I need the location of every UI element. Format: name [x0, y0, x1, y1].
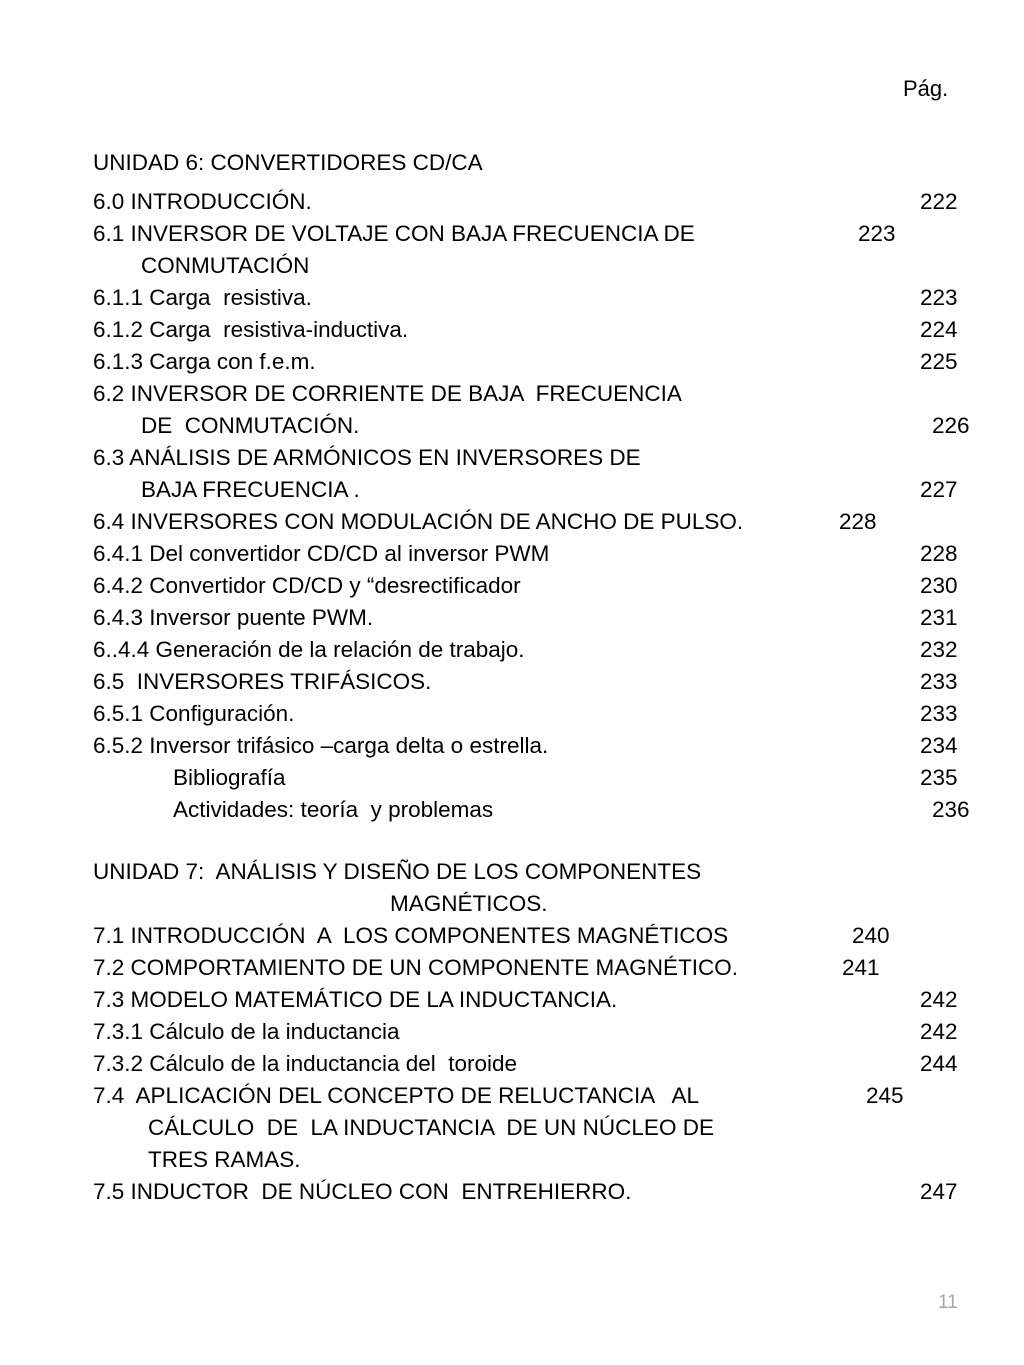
toc-entry-page: 223	[920, 285, 958, 310]
toc-entry-title: Actividades: teoría y problemas	[173, 797, 494, 822]
toc-entry-continuation: DE CONMUTACIÓN.	[141, 413, 360, 438]
toc-entry-title: 6.4.1 Del convertidor CD/CD al inversor PWM	[93, 541, 550, 566]
toc-entry-title: Bibliografía	[173, 765, 286, 790]
toc-entry-title: 7.3 MODELO MATEMÁTICO DE LA INDUCTANCIA.	[93, 987, 618, 1012]
toc-entry-continuation: CÁLCULO DE LA INDUCTANCIA DE UN NÚCLEO DE	[148, 1115, 714, 1140]
toc-entry-title: 6.1 INVERSOR DE VOLTAJE CON BAJA FRECUENCIA DE	[93, 221, 695, 246]
page-column-header: Pág.	[903, 76, 949, 101]
unit-heading: UNIDAD 6: CONVERTIDORES CD/CA	[93, 150, 483, 175]
toc-entry-page: 245	[866, 1083, 904, 1108]
toc-entry-title: 6.1.1 Carga resistiva.	[93, 285, 312, 310]
toc-entry-title: 7.1 INTRODUCCIÓN A LOS COMPONENTES MAGNÉTICOS	[93, 923, 729, 948]
toc-entry-page: 230	[920, 573, 958, 598]
toc-entry-page: 225	[920, 349, 958, 374]
toc-entry-title: 7.5 INDUCTOR DE NÚCLEO CON ENTREHIERRO.	[93, 1179, 632, 1204]
toc-entry-page: 233	[920, 669, 958, 694]
toc-entry-title: 6..4.4 Generación de la relación de trabajo.	[93, 637, 525, 662]
toc-entry-page: 226	[932, 413, 970, 438]
toc-entry-continuation: CONMUTACIÓN	[141, 253, 310, 278]
toc-entry-page: 222	[920, 189, 958, 214]
toc-entry-page: 227	[920, 477, 958, 502]
toc-entry-title: 7.4 APLICACIÓN DEL CONCEPTO DE RELUCTANCIA AL	[93, 1083, 700, 1108]
toc-entry-page: 241	[842, 955, 880, 980]
toc-entry-page: 242	[920, 1019, 958, 1044]
toc-entry-page: 224	[920, 317, 958, 342]
toc-entry-title: 6.5.1 Configuración.	[93, 701, 295, 726]
toc-entry-continuation: TRES RAMAS.	[148, 1147, 301, 1172]
toc-entry-page: 235	[920, 765, 958, 790]
toc-entry-title: 6.1.2 Carga resistiva-inductiva.	[93, 317, 409, 342]
toc-entry-page: 236	[932, 797, 970, 822]
toc-entry-title: 6.4.2 Convertidor CD/CD y “desrectificador	[93, 573, 521, 598]
toc-entry-page: 244	[920, 1051, 958, 1076]
toc-entry-title: 7.3.2 Cálculo de la inductancia del toroide	[93, 1051, 518, 1076]
unit-heading: UNIDAD 7: ANÁLISIS Y DISEÑO DE LOS COMPONENTES	[93, 859, 702, 884]
toc-entry-page: 242	[920, 987, 958, 1012]
toc-entry-page: 228	[920, 541, 958, 566]
toc-entry-page: 240	[852, 923, 890, 948]
unit-heading-continuation: MAGNÉTICOS.	[390, 891, 548, 916]
toc-entry-title: 7.2 COMPORTAMIENTO DE UN COMPONENTE MAGNÉTICO.	[93, 955, 739, 980]
toc-entry-title: 6.2 INVERSOR DE CORRIENTE DE BAJA FRECUENCIA	[93, 381, 682, 406]
toc-entry-page: 234	[920, 733, 958, 758]
toc-entry-page: 223	[858, 221, 896, 246]
toc-entry-page: 247	[920, 1179, 958, 1204]
toc-entry-page: 233	[920, 701, 958, 726]
toc-entry-title: 6.1.3 Carga con f.e.m.	[93, 349, 316, 374]
toc-entry-title: 6.0 INTRODUCCIÓN.	[93, 189, 312, 214]
toc-entry-page: 232	[920, 637, 958, 662]
toc-entry-title: 6.3 ANÁLISIS DE ARMÓNICOS EN INVERSORES DE	[93, 445, 641, 470]
toc-entry-title: 7.3.1 Cálculo de la inductancia	[93, 1019, 400, 1044]
toc-entry-title: 6.4 INVERSORES CON MODULACIÓN DE ANCHO DE PULSO.	[93, 509, 744, 534]
toc-entry-page: 231	[920, 605, 958, 630]
toc-entry-title: 6.4.3 Inversor puente PWM.	[93, 605, 374, 630]
page-number: 11	[938, 1292, 958, 1313]
toc-entry-page: 228	[839, 509, 877, 534]
toc-entry-continuation: BAJA FRECUENCIA .	[141, 477, 360, 502]
toc-entry-title: 6.5 INVERSORES TRIFÁSICOS.	[93, 669, 432, 694]
toc-entry-title: 6.5.2 Inversor trifásico –carga delta o estrella.	[93, 733, 549, 758]
